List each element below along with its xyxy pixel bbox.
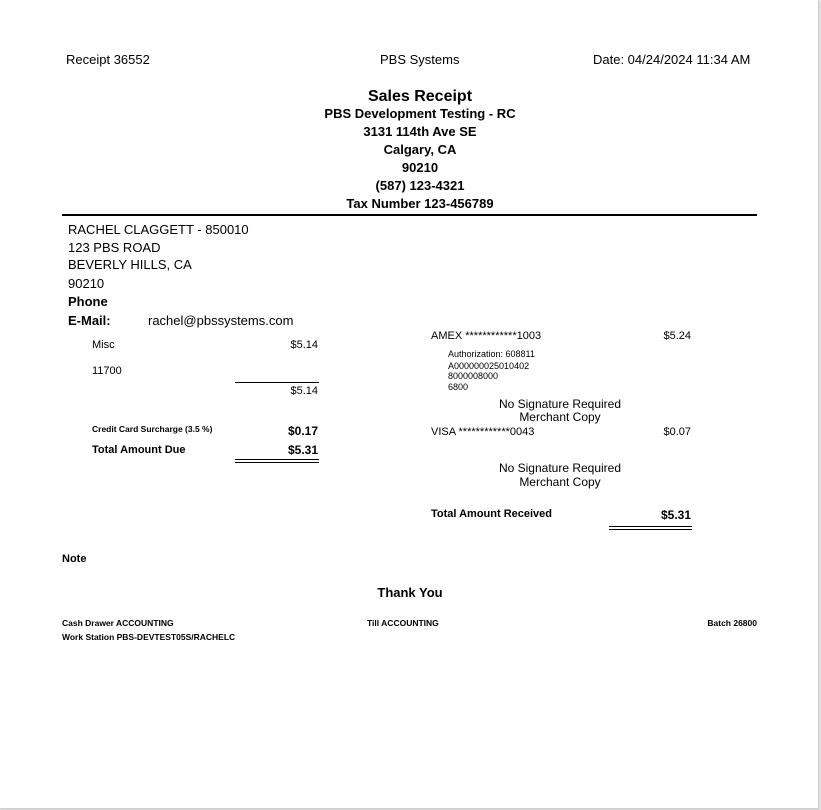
total-received-amount: $5.31 [660, 508, 691, 522]
phone-label: Phone [68, 294, 108, 309]
amex-signature-note: No Signature Required [498, 397, 622, 411]
company-name: PBS Systems [380, 52, 460, 67]
visa-copy-type: Merchant Copy [519, 475, 601, 489]
amex-ref-3: 6800 [448, 382, 469, 392]
work-station: Work Station PBS-DEVTEST05S/RACHELC [62, 632, 236, 642]
thank-you: Thank You [377, 585, 443, 600]
tax-number: Tax Number 123-456789 [346, 196, 494, 211]
amex-ref-1: A000000025010402 [448, 361, 530, 371]
customer-address: 123 PBS ROAD [68, 240, 161, 255]
receipt-title: Sales Receipt [367, 88, 473, 105]
visa-card: VISA ************0043 [431, 426, 535, 438]
total-received-double-line-bottom [609, 529, 692, 530]
amex-amount: $5.24 [663, 330, 691, 342]
amex-ref-2: 8000008000 [448, 371, 499, 381]
store-name: PBS Development Testing - RC [324, 106, 516, 121]
till: Till ACCOUNTING [367, 618, 439, 628]
surcharge-label: Credit Card Surcharge (3.5 %) [92, 424, 213, 434]
visa-amount: $0.07 [663, 426, 691, 438]
total-due-label: Total Amount Due [92, 444, 186, 456]
item-code: 11700 [92, 365, 122, 377]
store-city: Calgary, CA [383, 142, 457, 157]
receipt-number: Receipt 36552 [66, 52, 150, 67]
receipt-date: Date: 04/24/2024 11:34 AM [593, 52, 751, 67]
surcharge-amount: $0.17 [287, 424, 318, 438]
customer-email: rachel@pbssystems.com [148, 313, 294, 328]
store-address: 3131 114th Ave SE [363, 124, 477, 139]
header-divider [62, 214, 757, 216]
total-received-label: Total Amount Received [431, 508, 553, 520]
email-label: E-Mail: [68, 313, 111, 328]
subtotal-line [235, 382, 319, 383]
visa-signature-note: No Signature Required [498, 461, 622, 475]
customer-name: RACHEL CLAGGETT - 850010 [68, 222, 249, 237]
batch: Batch 26800 [707, 618, 757, 628]
item-amount: $5.14 [290, 339, 318, 351]
store-phone: (587) 123-4321 [375, 178, 465, 193]
amex-authorization: Authorization: 608811 [448, 349, 535, 359]
customer-city: BEVERLY HILLS, CA [68, 257, 192, 272]
item-name: Misc [92, 339, 115, 351]
amex-copy-type: Merchant Copy [519, 410, 601, 424]
amex-card: AMEX ************1003 [431, 330, 542, 342]
total-due-double-line-top [235, 459, 319, 460]
total-received-double-line-top [609, 526, 692, 527]
total-due-double-line-bottom [235, 462, 319, 463]
cash-drawer: Cash Drawer ACCOUNTING [62, 618, 174, 628]
note-label: Note [62, 553, 87, 565]
total-due-amount: $5.31 [287, 443, 318, 457]
store-zip: 90210 [401, 160, 439, 175]
item-subtotal: $5.14 [290, 385, 318, 397]
customer-zip: 90210 [68, 276, 105, 291]
